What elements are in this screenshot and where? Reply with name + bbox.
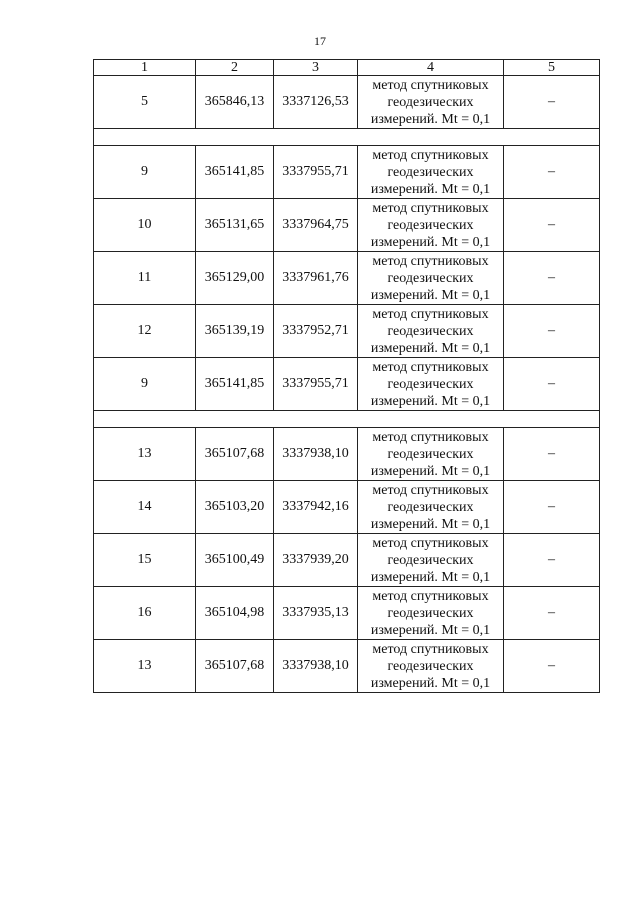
method-line: метод спутниковых bbox=[372, 359, 489, 375]
y-coordinate-cell: 3337126,53 bbox=[274, 76, 358, 129]
page-number: 17 bbox=[314, 34, 326, 48]
method-line: метод спутниковых bbox=[372, 641, 489, 657]
method-line: измерений. Mt = 0,1 bbox=[370, 340, 491, 356]
header-cell-5: 5 bbox=[504, 60, 600, 76]
point-number-cell: 5 bbox=[94, 76, 196, 129]
method-line: метод спутниковых bbox=[372, 306, 489, 322]
method-line: измерений. Mt = 0,1 bbox=[370, 463, 491, 479]
y-coordinate-cell: 3337939,20 bbox=[274, 534, 358, 587]
method-line: измерений. Mt = 0,1 bbox=[370, 287, 491, 303]
method-cell bbox=[358, 587, 504, 640]
method-cell bbox=[358, 428, 504, 481]
column-5-cell: – bbox=[504, 640, 600, 693]
header-cell-3: 3 bbox=[274, 60, 358, 76]
y-coordinate-cell: 3337938,10 bbox=[274, 640, 358, 693]
method-line: геодезических bbox=[387, 446, 474, 462]
method-cell bbox=[358, 481, 504, 534]
column-5-cell: – bbox=[504, 587, 600, 640]
method-cell bbox=[358, 640, 504, 693]
method-cell bbox=[358, 76, 504, 129]
table-row bbox=[94, 199, 600, 252]
point-number-cell: 13 bbox=[94, 640, 196, 693]
method-line: измерений. Mt = 0,1 bbox=[370, 111, 491, 127]
column-5-cell: – bbox=[504, 252, 600, 305]
table-row bbox=[94, 534, 600, 587]
y-coordinate-cell: 3337955,71 bbox=[274, 146, 358, 199]
point-number-cell: 15 bbox=[94, 534, 196, 587]
table-row bbox=[94, 252, 600, 305]
method-line: геодезических bbox=[387, 164, 474, 180]
method-line: геодезических bbox=[387, 323, 474, 339]
y-coordinate-cell: 3337952,71 bbox=[274, 305, 358, 358]
x-coordinate-cell: 365100,49 bbox=[196, 534, 274, 587]
header-cell-4: 4 bbox=[358, 60, 504, 76]
separator-cell bbox=[94, 411, 600, 428]
y-coordinate-cell: 3337961,76 bbox=[274, 252, 358, 305]
point-number-cell: 13 bbox=[94, 428, 196, 481]
table-row bbox=[94, 481, 600, 534]
point-number-cell: 14 bbox=[94, 481, 196, 534]
method-cell bbox=[358, 358, 504, 411]
method-line: метод спутниковых bbox=[372, 429, 489, 445]
x-coordinate-cell: 365107,68 bbox=[196, 428, 274, 481]
point-number-cell: 10 bbox=[94, 199, 196, 252]
method-line: геодезических bbox=[387, 376, 474, 392]
table-row bbox=[94, 358, 600, 411]
method-line: геодезических bbox=[387, 605, 474, 621]
x-coordinate-cell: 365104,98 bbox=[196, 587, 274, 640]
method-line: метод спутниковых bbox=[372, 588, 489, 604]
header-row bbox=[94, 60, 600, 76]
column-5-cell: – bbox=[504, 481, 600, 534]
table-body bbox=[94, 60, 600, 693]
method-line: измерений. Mt = 0,1 bbox=[370, 622, 491, 638]
point-number-cell: 12 bbox=[94, 305, 196, 358]
y-coordinate-cell: 3337964,75 bbox=[274, 199, 358, 252]
y-coordinate-cell: 3337942,16 bbox=[274, 481, 358, 534]
method-line: геодезических bbox=[387, 499, 474, 515]
method-line: метод спутниковых bbox=[372, 253, 489, 269]
column-5-cell: – bbox=[504, 534, 600, 587]
method-line: метод спутниковых bbox=[372, 482, 489, 498]
point-number-cell: 9 bbox=[94, 146, 196, 199]
column-5-cell: – bbox=[504, 146, 600, 199]
x-coordinate-cell: 365846,13 bbox=[196, 76, 274, 129]
point-number-cell: 11 bbox=[94, 252, 196, 305]
table-row bbox=[94, 76, 600, 129]
method-cell bbox=[358, 199, 504, 252]
table-row bbox=[94, 640, 600, 693]
method-line: измерений. Mt = 0,1 bbox=[370, 393, 491, 409]
x-coordinate-cell: 365139,19 bbox=[196, 305, 274, 358]
method-line: измерений. Mt = 0,1 bbox=[370, 234, 491, 250]
method-line: геодезических bbox=[387, 217, 474, 233]
point-number-cell: 16 bbox=[94, 587, 196, 640]
method-line: измерений. Mt = 0,1 bbox=[370, 569, 491, 585]
method-line: измерений. Mt = 0,1 bbox=[370, 675, 491, 691]
x-coordinate-cell: 365141,85 bbox=[196, 146, 274, 199]
method-line: геодезических bbox=[387, 270, 474, 286]
method-line: метод спутниковых bbox=[372, 200, 489, 216]
method-line: метод спутниковых bbox=[372, 147, 489, 163]
column-5-cell: – bbox=[504, 76, 600, 129]
x-coordinate-cell: 365129,00 bbox=[196, 252, 274, 305]
coordinates-table bbox=[93, 59, 600, 693]
method-cell bbox=[358, 305, 504, 358]
method-line: геодезических bbox=[387, 94, 474, 110]
x-coordinate-cell: 365107,68 bbox=[196, 640, 274, 693]
table-row bbox=[94, 305, 600, 358]
column-5-cell: – bbox=[504, 358, 600, 411]
x-coordinate-cell: 365131,65 bbox=[196, 199, 274, 252]
table-row bbox=[94, 146, 600, 199]
method-line: геодезических bbox=[387, 552, 474, 568]
table-row bbox=[94, 428, 600, 481]
y-coordinate-cell: 3337955,71 bbox=[274, 358, 358, 411]
point-number-cell: 9 bbox=[94, 358, 196, 411]
method-line: измерений. Mt = 0,1 bbox=[370, 516, 491, 532]
method-line: измерений. Mt = 0,1 bbox=[370, 181, 491, 197]
column-5-cell: – bbox=[504, 305, 600, 358]
method-cell bbox=[358, 534, 504, 587]
y-coordinate-cell: 3337935,13 bbox=[274, 587, 358, 640]
separator-cell bbox=[94, 129, 600, 146]
header-cell-1: 1 bbox=[94, 60, 196, 76]
x-coordinate-cell: 365141,85 bbox=[196, 358, 274, 411]
column-5-cell: – bbox=[504, 428, 600, 481]
method-line: геодезических bbox=[387, 658, 474, 674]
method-line: метод спутниковых bbox=[372, 535, 489, 551]
column-5-cell: – bbox=[504, 199, 600, 252]
method-line: метод спутниковых bbox=[372, 77, 489, 93]
x-coordinate-cell: 365103,20 bbox=[196, 481, 274, 534]
y-coordinate-cell: 3337938,10 bbox=[274, 428, 358, 481]
table-row bbox=[94, 587, 600, 640]
method-cell bbox=[358, 252, 504, 305]
section-separator-row bbox=[94, 411, 600, 428]
method-cell bbox=[358, 146, 504, 199]
section-separator-row bbox=[94, 129, 600, 146]
header-cell-2: 2 bbox=[196, 60, 274, 76]
